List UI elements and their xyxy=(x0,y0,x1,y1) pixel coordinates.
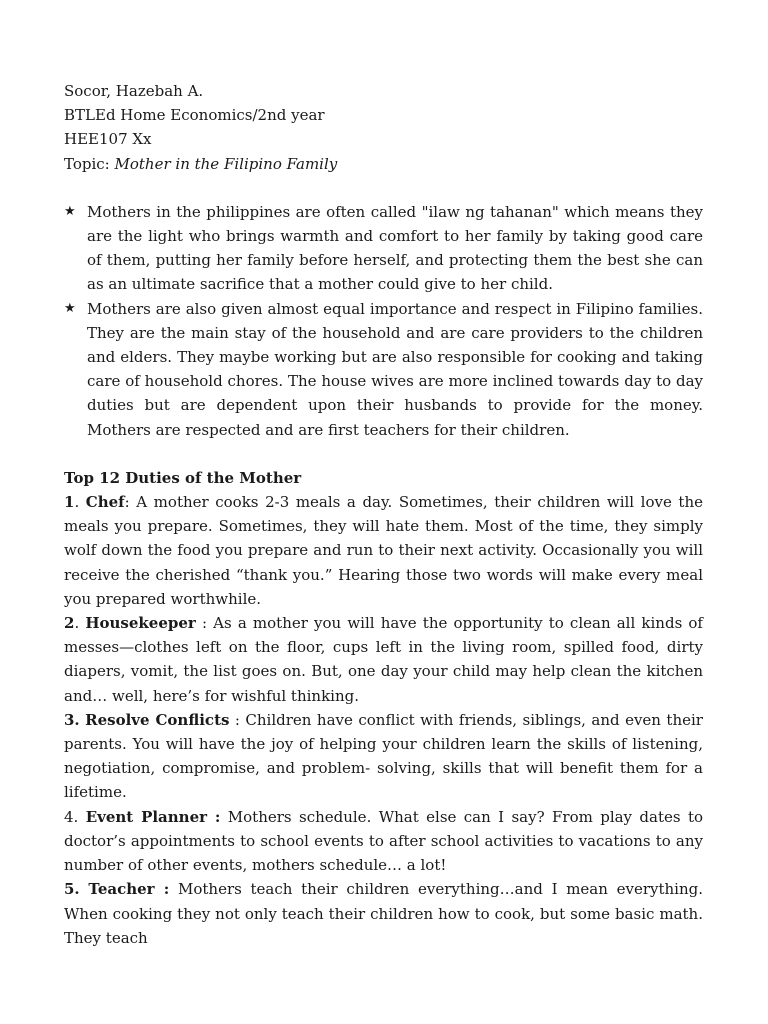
bullet-text: Mothers are also given almost equal importance and respect in Filipino families. They are the main stay of the household and are care providers to the children and elders. They maybe working but are also responsible for cooking and taking care of household chores. The house wives are more inclined towards day to day duties but are dependent upon their husbands to provide for the money. Mothers are respected and are first teachers for their children. xyxy=(87,299,703,439)
document-header xyxy=(64,79,703,176)
duty-text: : Children have conflict with friends, siblings, and even their parents. You will have the joy of helping your children learn the skills of listening, negotiation, compromise, and problem- solving, skills that will benefit them for a lifetime. xyxy=(64,710,703,802)
topic-value: Mother in the Filipino Family xyxy=(114,154,338,173)
bullet-text: Mothers in the philippines are often called "ilaw ng tahanan" which means they are the light who brings warmth and comfort to her family by taking good care of them, putting her family before herself, and protecting them the best she can as an ultimate sacrifice that a mother could give to her child. xyxy=(87,202,703,294)
duty-item xyxy=(64,877,703,950)
intro-bullet-list xyxy=(64,200,703,442)
duty-title: Event Planner : xyxy=(85,807,221,826)
course-code: HEE107 Xx xyxy=(64,130,152,149)
duty-text: Mothers schedule. What else can I say? From play dates to doctor’s appointments to school events to after school activities to vacations to any number of other events, mothers schedule… a lot! xyxy=(64,807,703,875)
duty-number: 4 xyxy=(64,807,74,826)
duty-sep: . xyxy=(74,614,86,633)
duty-item xyxy=(64,805,703,878)
topic-label: Topic: xyxy=(64,154,115,173)
duty-number: 1 xyxy=(64,493,75,512)
duty-item xyxy=(64,708,703,805)
bullet-item xyxy=(64,297,703,442)
duty-text: : A mother cooks 2-3 meals a day. Sometimes, their children will love the meals you prepare. Sometimes, they will hate them. Most of the time, they simply wolf down the food you prepare and run to their next activity. Occasionally you will receive the cherished “thank you.” Hearing those two words will make every meal you prepared worthwhile. xyxy=(64,493,703,608)
student-name: Socor, Hazebah A. xyxy=(64,82,204,100)
duty-title: Teacher : xyxy=(88,880,170,899)
star-icon: ★ xyxy=(64,203,76,219)
duties-heading: Top 12 Duties of the Mother xyxy=(64,468,302,487)
duty-number: 5. xyxy=(64,880,80,899)
duty-sep: . xyxy=(74,493,86,512)
duty-number: 2 xyxy=(64,614,75,633)
duty-number: 3. xyxy=(64,710,80,729)
topic-line xyxy=(64,152,703,176)
bullet-item xyxy=(64,200,703,297)
duty-item xyxy=(64,490,703,611)
duty-text: : As a mother you will have the opportunity to clean all kinds of messes—clothes left on the floor, cups left in the living room, spilled food, dirty diapers, vomit, the list goes on. But, one day your child may help clean the kitchen and… well, here’s for wishful thinking. xyxy=(64,614,703,705)
duty-sep: . xyxy=(73,807,86,826)
duty-text: Mothers teach their children everything…and I mean everything. When cooking they not only teach their children how to cook, but some basic math. They teach xyxy=(64,880,703,947)
duty-title: Housekeeper xyxy=(85,614,196,633)
star-icon: ★ xyxy=(64,300,76,316)
duty-item xyxy=(64,611,703,708)
duty-title: Resolve Conflicts xyxy=(85,710,230,729)
program-year: BTLEd Home Economics/2nd year xyxy=(64,106,325,125)
duty-title: Chef xyxy=(85,493,125,512)
